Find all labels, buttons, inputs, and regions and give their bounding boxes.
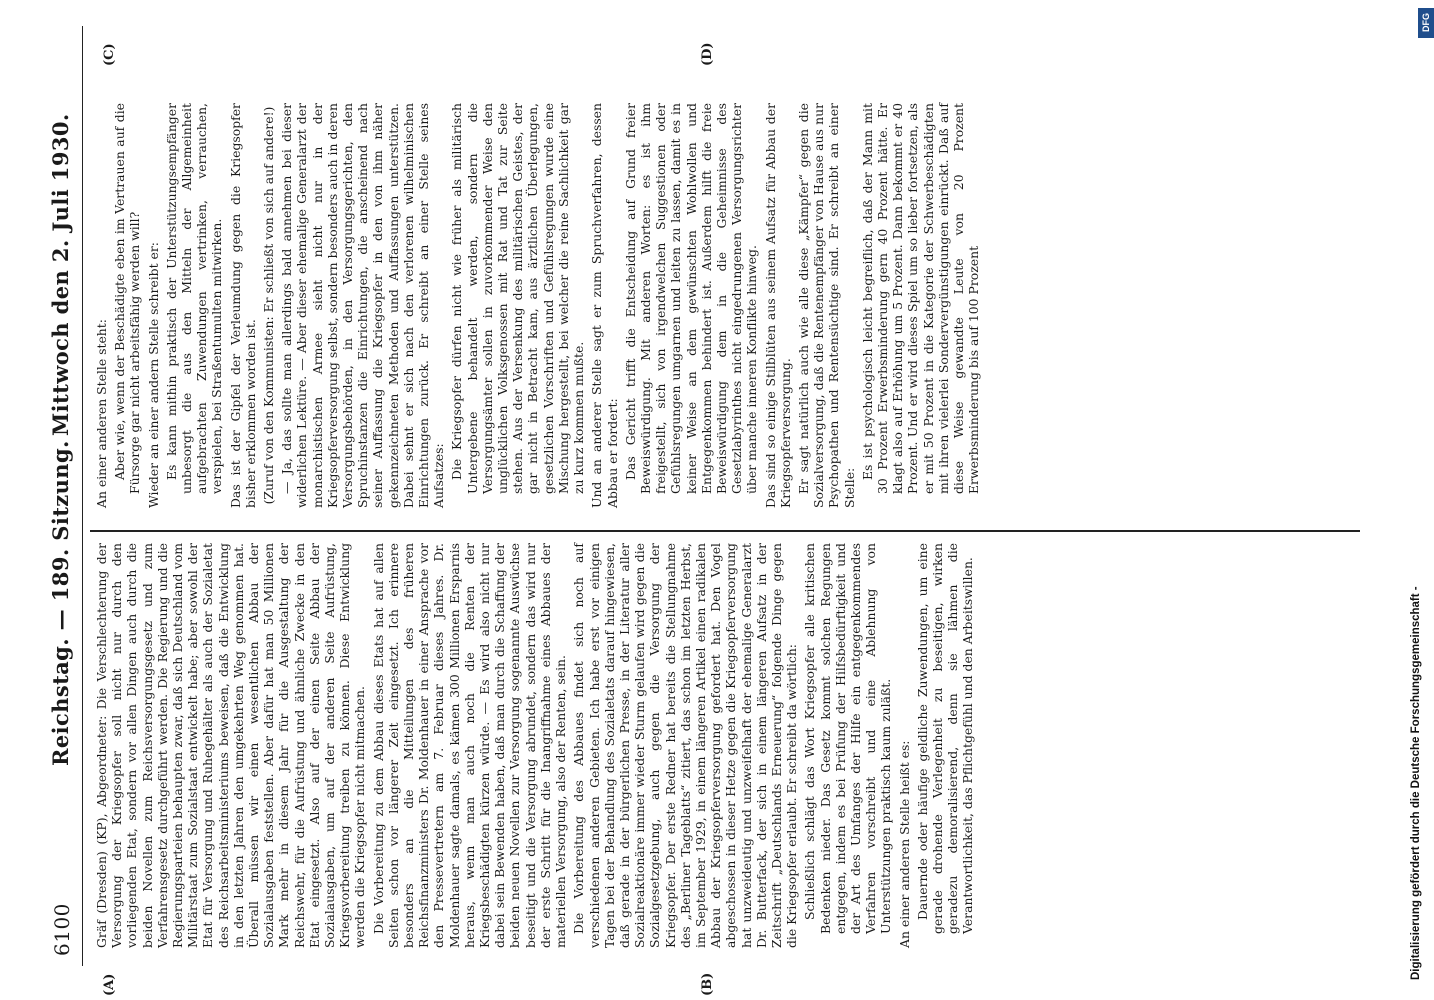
interjection: (Zuruf von den Kommunisten: Er schließt von sich auf andere!) [261,106,277,505]
margin-marker-a: (A) [102,973,117,996]
paragraph: — Ja, das sollte man allerdings bald annehmen bei dieser widerlichen Lektüre. — Aber dieser ehemalige Generalarzt der monarchistischen Armee sieht nicht nur in der Kriegsopferversorgung selbst, sondern besonders auch in deren Versorgungsbehörden, in den Versorgungsgerichten, den Spruchinstanzen die Einrichtungen, die anscheinend nach seiner Auffassung die Kriegsopfer in den von ihm näher gekennzeichneten Methoden und Auffassungen unterstützen. Dabei sehnt er sich nach den verlorenen wilhelminischen Einrichtungen zurück. Er schreibt an einer Stelle seines Aufsatzes: [279,103,447,508]
margin-marker-b: (B) [700,972,715,996]
right-column [94,103,984,508]
digitization-note: Digitalisierung gefördert durch die Deutsche Forschungsgemeinschaft - [1410,586,1422,980]
quotation: Die Kriegsopfer dürfen nicht wie früher als militärisch Untergebene behandelt werden, sondern die Versorgungsämter sollen in zuvorkommender Weise den unglücklichen Volksgenossen mit Rat und Tat zur Seite stehen. Aus der Versenkung des militärischen Geistes, der gar nicht in Betracht kam, aus ärztlichen Überlegungen, gesetzlichen Vorschriften und Gefühlsregungen wurde eine Mischung hergestellt, bei welcher die reine Sachlichkeit gar zu kurz kommen mußte. [449,103,587,494]
session-date: Mittwoch den 2. Juli 1930. [48,113,73,436]
column-divider [90,531,1360,533]
quotation: Dauernde oder häufige geldliche Zuwendungen, um eine gerade drohende Verlegenheit zu beseitigen, wirken geradezu demoralisierend, denn sie lähmen die Verantwortlichkeit, das Pflichtgefühl und den Arbeitswillen. [914,543,976,934]
margin-marker-d: (D) [700,42,715,66]
paragraph: Und an anderer Stelle sagt er zum Spruchverfahren, dessen Abbau er fordert: [589,103,620,508]
paragraph: Das sind so einige Stilblüten aus seinem Aufsatz für Abbau der Kriegsopferversorgung. [762,103,793,508]
page-number: 6100 [50,903,74,956]
quotation: Es kann mithin praktisch der Unterstützungsempfänger unbesorgt die aus den Mitteln der Allgemeinheit aufgebrachten Zuwendungen vertrinken, verrauchen, verspielen, bei Straßentumulten mitwirken. [163,103,225,494]
running-head: Reichstag. — 189. Sitzung. [48,440,73,766]
dfg-logo: DFG [1418,8,1434,38]
paragraph: Die Vorbereitung des Abbaues findet sich noch auf verschiedenen anderen Gebieten. Ich habe erst vor einigen Tagen bei der Behandlung des Sozialetats darauf hingewiesen, daß gerade in der bürgerlichen Presse, in der Literatur aller Sozialreaktionäre immer wieder Sturm gelaufen wird gegen die Sozialgesetzgebung, auch gegen die Versorgung der Kriegsopfer. Der erste Redner hat bereits die Stellungnahme des „Berliner Tageblatts“ zitiert, das schon im letzten Herbst, im September 1929, in einem längeren Artikel einen radikalen Abbau der Kriegsopferversorgung gefordert hat. Den Vogel abgeschossen in dieser Hetze gegen die Kriegsopferversorgung hat unzweideutig und unzweifelhaft der ehemalige Generalarzt Dr. Butterfack, der sich in einem längeren Aufsatz in der Zeitschrift „Deutschlands Erneuerung“ folgende Dinge gegen die Kriegsopfer erlaubt. Er schreibt da wörtlich: [571,543,800,948]
quotation: Aber wie, wenn der Beschädigte eben im Vertrauen auf die Fürsorge gar nicht arbeitsfähig werden will? [112,103,143,494]
margin-marker-c: (C) [102,43,117,66]
quotation: Schließlich schlägt das Wort Kriegsopfer alle kritischen Bedenken nieder. Das Gesetz kommt solchen Regungen entgegen, indem es bei Prüfung der Hilfsbedürftigkeit und der Art des Umfanges der Hilfe ein entgegenkommendes Verfahren vorschreibt und eine Ablehnung von Unterstützungen praktisch kaum zuläßt. [802,543,894,934]
quotation: Das Gericht trifft die Entscheidung auf Grund freier Beweiswürdigung. Mit anderen Worten: es ist ihm freigestellt, sich von irgendwelchen Suggestionen oder Gefühlsregungen umgarnen und leiten zu lassen, damit es in keiner Weise an dem gewünschten Wohlwollen und Entgegenkommen behindert ist. Außerdem hilft die freie Beweiswürdigung dem in die Geheimnisse des Gesetzlabyrinthes nicht eingedrungenen Versorgungsrichter über manche inneren Konflikte hinweg. [622,103,760,494]
document-page [40,26,1370,996]
paragraph: Gräf (Dresden) (KP), Abgeordneter: Die Verschlechterung der Versorgung der Kriegsopfer soll nicht nur durch den vorliegenden Etat, sondern vor allen Dingen auch durch die beiden Novellen zum Reichsversorgungsgesetz und zum Verfahrensgesetz durchgeführt werden. Die Regierung und die Regierungsparteien behaupten zwar, daß sich Deutschland vom Militärstaat zum Sozialstaat entwickelt habe; aber sowohl der Etat für Versorgung und Ruhegehälter als auch der Sozialetat des Reichsarbeitsministeriums beweisen, daß die Entwicklung in den letzten Jahren den umgekehrten Weg genommen hat. Überall müssen wir einen wesentlichen Abbau der Sozialausgaben feststellen. Aber dafür hat man 50 Millionen Mark mehr in diesem Jahr für die Ausgestaltung der Reichswehr, für die Aufrüstung und ähnliche Zwecke in den Etat eingesetzt. Also auf der einen Seite Abbau der Sozialausgaben, um auf der anderen Seite Aufrüstung, Kriegsvorbereitung treiben zu können. Diese Entwicklung werden die Kriegsopfer nicht mitmachen. [94,543,368,948]
left-column [94,543,979,948]
paragraph: Wieder an einer andern Stelle schreibt er: [145,242,161,508]
quotation: Es ist psychologisch leicht begreiflich, daß der Mann mit 30 Prozent Erwerbsminderung gern 40 Prozent hätte. Er klagt also auf Erhöhung um 5 Prozent. Dann bekommt er 40 Prozent. Und er wird dieses Spiel um so lieber fortsetzen, als er mit 50 Prozent in die Kategorie der Schwerbeschädigten mit ihren vielerlei Sondervergünstigungen einrückt. Daß auf diese Weise gewandte Leute von 20 Prozent Erwerbsminderung bis auf 100 Prozent [859,103,982,494]
paragraph: Das ist der Gipfel der Verleumdung gegen die Kriegsopfer bisher erklommen worden ist. [227,103,258,508]
paragraph: Er sagt natürlich auch wie alle diese „Kämpfer“ gegen die Sozialversorgung, daß die Rentenempfänger von Hause aus nur Psychopathen und Rentensüchtige sind. Er schreibt an einer Stelle: [795,103,857,508]
paragraph: Die Vorbereitung zu dem Abbau dieses Etats hat auf allen Seiten schon vor längerer Zeit eingesetzt. Ich erinnere besonders an die Mitteilungen des früheren Reichsfinanzministers Dr. Moldenhauer in einer Ansprache vor den Pressevertretern am 7. Februar dieses Jahres. Dr. Moldenhauer sagte damals, es kämen 300 Millionen Ersparnis heraus, wenn man auch noch die Renten der Kriegsbeschädigten kürzen würde. — Es wird also nicht nur dabei sein Bewenden haben, daß man durch die Schaffung der beiden neuen Novellen zur Versorgung sogenannte Auswüchse beseitigt und die Versorgung abrundet, sondern das wird nur der erste Schritt für die Inangriffnahme eines Abbaues der materiellen Versorgung, also der Renten, sein. [370,543,569,948]
paragraph: An einer anderen Stelle heißt es: [896,740,912,948]
page-header [40,26,83,966]
paragraph: An einer anderen Stelle steht: [94,319,109,508]
